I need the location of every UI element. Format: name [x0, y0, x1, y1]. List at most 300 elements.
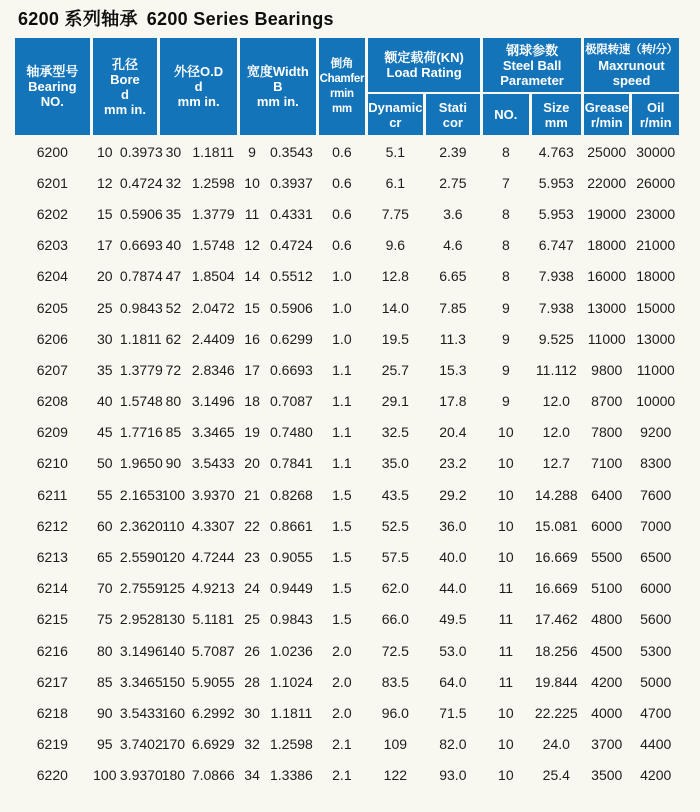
header-line: Bore	[110, 71, 140, 87]
table-cell-bearing_no: 6210	[36, 455, 68, 472]
table-cell-grease_r_min: 11000	[587, 330, 626, 347]
table-cell-oil_r_min: 18000	[636, 268, 676, 285]
table-cell-bore_in: 1.9650	[119, 455, 163, 472]
table-cell-bore_mm: 30	[97, 330, 113, 347]
table-cell-bore_mm: 25	[97, 299, 113, 316]
table-cell-grease_r_min: 16000	[587, 268, 627, 285]
table-cell-ball_size_mm: 17.462	[534, 611, 578, 628]
table-cell-dynamic_cr: 57.5	[381, 549, 409, 566]
table-cell-bearing_no: 6204	[36, 268, 68, 285]
col-header-width	[240, 38, 316, 135]
table-cell-width_in: 0.8661	[270, 517, 313, 534]
table-cell-ball_size_mm: 16.669	[534, 549, 578, 566]
table-cell-static_cor: 17.8	[439, 393, 467, 410]
table-cell-bore_mm: 15	[97, 205, 113, 222]
table-cell-bearing_no: 6213	[36, 549, 68, 566]
table-cell-chamfer_rmin_mm: 1.1	[332, 424, 352, 441]
table-cell-ball_size_mm: 25.4	[542, 767, 570, 784]
table-cell-oil_r_min: 6000	[640, 580, 672, 597]
table-cell-ball_size_mm: 7.938	[538, 268, 574, 285]
header-line: Size	[543, 99, 570, 115]
header-line: Oil	[647, 99, 665, 115]
col-header-bearing-no	[15, 38, 90, 135]
table-cell-od_mm: 100	[161, 486, 186, 503]
table-row	[15, 387, 679, 416]
table-row	[15, 698, 679, 727]
table-cell-od_in: 4.7244	[191, 549, 235, 566]
table-cell-bearing_no: 6203	[36, 237, 68, 254]
table-cell-bearing_no: 6212	[36, 517, 68, 534]
table-cell-width_mm: 34	[244, 767, 260, 784]
table-cell-bore_in: 0.7874	[119, 268, 163, 285]
table-cell-dynamic_cr: 6.1	[385, 174, 406, 191]
bearing-spec-table	[12, 36, 682, 792]
table-cell-bearing_no: 6211	[37, 486, 68, 503]
table-cell-bearing_no: 6219	[36, 736, 68, 753]
table-row	[15, 168, 679, 197]
table-cell-width_mm: 10	[244, 174, 260, 191]
table-cell-bore_mm: 10	[97, 143, 113, 160]
table-cell-dynamic_cr: 12.8	[381, 268, 409, 285]
table-cell-od_in: 1.1811	[192, 143, 235, 160]
table-cell-bore_in: 0.6693	[119, 237, 163, 254]
table-cell-ball_size_mm: 12.0	[542, 424, 570, 441]
table-cell-static_cor: 40.0	[439, 549, 467, 566]
table-cell-width_in: 0.6693	[270, 361, 313, 378]
table-cell-static_cor: 4.6	[443, 237, 463, 254]
table-cell-static_cor: 82.0	[439, 736, 467, 753]
table-row	[15, 761, 679, 790]
table-cell-ball_no: 9	[501, 299, 510, 316]
table-cell-od_in: 3.9370	[191, 486, 235, 503]
table-cell-static_cor: 20.4	[439, 424, 467, 441]
table-cell-od_in: 6.6929	[191, 736, 235, 753]
table-cell-bore_mm: 100	[93, 767, 117, 784]
table-cell-ball_no: 8	[501, 268, 510, 285]
header-line: rmin	[330, 87, 354, 100]
table-cell-width_in: 0.5512	[270, 268, 313, 285]
table-cell-grease_r_min: 4200	[591, 673, 623, 690]
table-cell-ball_size_mm: 15.081	[534, 517, 578, 534]
col-header-steel-ball	[483, 38, 581, 92]
table-cell-static_cor: 15.3	[439, 361, 467, 378]
table-cell-bore_mm: 55	[97, 486, 113, 503]
table-cell-bearing_no: 6215	[36, 611, 68, 628]
table-cell-od_in: 7.0866	[191, 767, 235, 784]
table-cell-grease_r_min: 6400	[591, 486, 623, 503]
table-cell-ball_size_mm: 16.669	[534, 580, 578, 597]
table-cell-ball_no: 10	[498, 736, 514, 753]
table-cell-bore_in: 2.7559	[119, 580, 163, 597]
header-line: 倒角	[330, 57, 354, 70]
table-cell-bearing_no: 6208	[36, 393, 68, 410]
table-cell-chamfer_rmin_mm: 1.0	[332, 330, 352, 347]
table-cell-width_in: 0.4724	[270, 237, 313, 254]
table-cell-oil_r_min: 4200	[640, 767, 672, 784]
table-cell-od_in: 2.8346	[191, 361, 235, 378]
table-row	[15, 324, 679, 353]
table-cell-ball_size_mm: 24.0	[542, 736, 570, 753]
table-cell-oil_r_min: 23000	[636, 205, 676, 222]
table-cell-od_mm: 85	[165, 424, 182, 441]
table-cell-bore_in: 1.7716	[119, 424, 163, 441]
table-cell-static_cor: 23.2	[439, 455, 467, 472]
table-cell-width_in: 1.1811	[270, 704, 313, 721]
table-cell-width_in: 1.3386	[270, 767, 313, 784]
header-line: r/min	[639, 114, 672, 130]
table-cell-ball_no: 10	[498, 704, 514, 721]
table-cell-oil_r_min: 6500	[640, 549, 672, 566]
table-row	[15, 480, 679, 509]
table-row	[15, 262, 679, 291]
table-cell-ball_no: 8	[501, 205, 510, 222]
table-cell-ball_no: 9	[501, 361, 510, 378]
table-cell-oil_r_min: 5300	[640, 642, 672, 659]
table-cell-width_in: 0.7841	[270, 455, 313, 472]
table-cell-ball_no: 10	[498, 424, 514, 441]
table-cell-chamfer_rmin_mm: 1.5	[332, 611, 352, 628]
table-cell-bore_mm: 12	[97, 174, 113, 191]
header-line: cr	[389, 114, 402, 130]
table-cell-ball_size_mm: 5.953	[538, 205, 574, 222]
table-cell-width_in: 0.3543	[270, 143, 313, 160]
page-title-en: 6200 Series Bearings	[146, 9, 334, 29]
table-cell-chamfer_rmin_mm: 0.6	[332, 143, 352, 160]
header-line: 极限转速（转/分）	[585, 43, 678, 56]
table-cell-width_mm: 14	[244, 268, 260, 285]
table-cell-od_mm: 150	[161, 673, 186, 690]
header-line: Stati	[438, 99, 467, 115]
table-cell-chamfer_rmin_mm: 1.5	[332, 517, 352, 534]
table-cell-bore_in: 0.4724	[119, 174, 163, 191]
table-cell-oil_r_min: 8300	[640, 455, 672, 472]
table-cell-width_in: 0.9449	[270, 580, 313, 597]
table-cell-width_in: 0.7087	[270, 393, 313, 410]
header-line: r/min	[590, 114, 623, 130]
table-cell-chamfer_rmin_mm: 0.6	[332, 205, 352, 222]
table-cell-bore_mm: 85	[97, 673, 113, 690]
table-cell-static_cor: 49.5	[439, 611, 467, 628]
table-cell-bore_in: 2.3620	[119, 517, 163, 534]
page-title	[18, 5, 685, 31]
table-cell-bearing_no: 6214	[36, 580, 68, 597]
table-cell-static_cor: 2.39	[439, 143, 467, 160]
table-row	[15, 574, 679, 603]
table-cell-od_in: 5.7087	[191, 642, 235, 659]
table-cell-width_in: 0.6299	[270, 330, 313, 347]
table-cell-ball_no: 11	[498, 642, 514, 659]
table-cell-chamfer_rmin_mm: 1.1	[332, 455, 352, 472]
table-cell-ball_size_mm: 7.938	[538, 299, 574, 316]
table-row	[15, 418, 679, 447]
table-cell-ball_no: 11	[498, 673, 514, 690]
header-line: Grease	[584, 99, 629, 115]
table-cell-ball_no: 10	[498, 517, 514, 534]
table-cell-chamfer_rmin_mm: 1.1	[332, 393, 352, 410]
header-line: mm	[331, 102, 352, 115]
table-cell-dynamic_cr: 25.7	[381, 361, 409, 378]
table-cell-ball_size_mm: 9.525	[538, 330, 574, 347]
table-cell-od_mm: 52	[165, 299, 182, 316]
table-cell-dynamic_cr: 5.1	[385, 143, 406, 160]
table-cell-bearing_no: 6206	[36, 330, 68, 347]
table-cell-width_mm: 9	[248, 143, 256, 160]
table-row	[15, 667, 679, 696]
table-cell-od_in: 4.3307	[191, 517, 235, 534]
table-cell-static_cor: 64.0	[439, 673, 467, 690]
table-cell-od_in: 1.5748	[191, 237, 235, 254]
table-cell-bearing_no: 6207	[36, 361, 68, 378]
table-cell-dynamic_cr: 35.0	[381, 455, 409, 472]
table-cell-chamfer_rmin_mm: 2.1	[332, 736, 352, 753]
table-cell-od_in: 2.0472	[191, 299, 235, 316]
table-cell-width_mm: 22	[244, 517, 260, 534]
table-cell-od_mm: 90	[165, 455, 182, 472]
table-row	[15, 605, 679, 634]
table-cell-dynamic_cr: 96.0	[381, 704, 409, 721]
table-cell-ball_no: 7	[501, 174, 510, 191]
table-cell-grease_r_min: 7800	[591, 424, 623, 441]
table-cell-chamfer_rmin_mm: 1.1	[332, 361, 352, 378]
header-line: speed	[612, 72, 651, 88]
table-cell-grease_r_min: 25000	[587, 143, 627, 160]
table-cell-grease_r_min: 22000	[587, 174, 627, 191]
table-cell-static_cor: 3.6	[443, 205, 463, 222]
subcol-header-static-cor	[426, 94, 481, 135]
header-line: B	[273, 79, 283, 94]
header-line: 额定载荷(KN)	[384, 50, 464, 65]
subcol-header-oil-speed	[632, 94, 679, 135]
table-cell-oil_r_min: 30000	[636, 143, 676, 160]
table-cell-ball_no: 10	[498, 549, 514, 566]
table-cell-ball_size_mm: 18.256	[534, 642, 578, 659]
table-cell-ball_size_mm: 12.0	[542, 393, 570, 410]
table-cell-ball_size_mm: 4.763	[538, 143, 574, 160]
table-cell-width_in: 1.2598	[270, 736, 313, 753]
table-cell-ball_no: 11	[498, 580, 514, 597]
table-cell-width_mm: 16	[244, 330, 260, 347]
table-cell-od_mm: 30	[165, 143, 182, 160]
table-cell-static_cor: 2.75	[439, 174, 467, 191]
table-cell-chamfer_rmin_mm: 1.5	[332, 549, 352, 566]
table-cell-od_mm: 125	[161, 580, 186, 597]
table-cell-chamfer_rmin_mm: 2.0	[332, 673, 352, 690]
col-header-load-rating	[368, 38, 480, 92]
table-row	[15, 636, 679, 665]
table-cell-oil_r_min: 5600	[640, 611, 672, 628]
table-cell-oil_r_min: 26000	[636, 174, 676, 191]
table-cell-od_in: 2.4409	[191, 330, 235, 347]
table-cell-width_mm: 25	[244, 611, 260, 628]
table-cell-ball_no: 11	[498, 611, 514, 628]
header-line: Steel Ball	[502, 57, 562, 73]
header-line: 宽度Width	[246, 64, 309, 79]
table-cell-bore_mm: 17	[97, 237, 113, 254]
header-line: mm	[544, 114, 568, 130]
table-cell-oil_r_min: 4400	[640, 736, 672, 753]
table-cell-ball_size_mm: 6.747	[538, 237, 574, 254]
header-line: 孔径	[111, 56, 138, 72]
table-cell-od_in: 3.5433	[191, 455, 235, 472]
table-cell-width_mm: 18	[244, 393, 260, 410]
table-cell-od_mm: 130	[161, 611, 186, 628]
table-cell-bore_in: 2.1653	[119, 486, 163, 503]
table-cell-width_in: 0.8268	[270, 486, 313, 503]
table-cell-od_mm: 32	[165, 174, 182, 191]
table-cell-grease_r_min: 3700	[591, 736, 623, 753]
table-cell-grease_r_min: 4800	[591, 611, 623, 628]
table-cell-grease_r_min: 6000	[591, 517, 623, 534]
table-cell-od_mm: 47	[165, 268, 182, 285]
table-cell-bore_in: 0.3973	[119, 143, 163, 160]
table-cell-static_cor: 29.2	[439, 486, 467, 503]
table-cell-bore_in: 0.5906	[119, 205, 163, 222]
header-line: Dynamic	[368, 99, 423, 115]
table-cell-width_mm: 21	[244, 486, 260, 503]
bearing-table-body	[15, 137, 679, 790]
table-cell-dynamic_cr: 43.5	[381, 486, 409, 503]
table-cell-bore_mm: 70	[97, 580, 113, 597]
table-row	[15, 449, 679, 478]
table-cell-bore_mm: 90	[97, 704, 113, 721]
table-cell-od_in: 4.9213	[191, 580, 235, 597]
table-cell-bore_in: 3.3465	[119, 673, 163, 690]
table-cell-static_cor: 11.3	[439, 330, 466, 347]
table-cell-dynamic_cr: 62.0	[381, 580, 409, 597]
table-row	[15, 293, 679, 322]
table-cell-grease_r_min: 8700	[591, 393, 623, 410]
table-row	[15, 199, 679, 228]
table-cell-grease_r_min: 9800	[591, 361, 623, 378]
subcol-header-dynamic-cr	[368, 94, 423, 135]
header-line: 钢球参数	[506, 42, 559, 58]
col-header-outer-diameter	[160, 38, 237, 135]
table-cell-oil_r_min: 5000	[640, 673, 672, 690]
table-cell-bearing_no: 6216	[36, 642, 68, 659]
table-cell-width_mm: 11	[244, 205, 260, 222]
table-cell-ball_no: 10	[498, 767, 514, 784]
table-row	[15, 542, 679, 571]
table-cell-od_in: 1.8504	[191, 268, 235, 285]
table-row	[15, 231, 679, 260]
header-line: d	[121, 86, 129, 102]
header-line: Parameter	[500, 72, 564, 88]
table-cell-ball_size_mm: 12.7	[542, 455, 570, 472]
table-cell-od_in: 5.9055	[191, 673, 235, 690]
table-cell-od_mm: 180	[161, 767, 186, 784]
table-cell-ball_size_mm: 5.953	[538, 174, 574, 191]
table-cell-static_cor: 36.0	[439, 517, 467, 534]
table-cell-od_in: 1.3779	[191, 205, 235, 222]
table-cell-bore_mm: 40	[97, 393, 113, 410]
table-cell-chamfer_rmin_mm: 0.6	[332, 174, 352, 191]
table-cell-bearing_no: 6220	[36, 767, 68, 784]
table-cell-width_in: 0.3937	[270, 174, 313, 191]
table-cell-bore_in: 2.5590	[119, 549, 163, 566]
table-header	[15, 38, 679, 135]
table-cell-static_cor: 93.0	[439, 767, 467, 784]
table-cell-bore_mm: 50	[97, 455, 113, 472]
table-cell-bore_mm: 20	[97, 268, 113, 285]
header-line: NO.	[494, 107, 518, 122]
table-cell-width_in: 0.9055	[270, 549, 313, 566]
table-cell-dynamic_cr: 72.5	[381, 642, 409, 659]
table-cell-chamfer_rmin_mm: 1.0	[332, 299, 352, 316]
table-cell-ball_size_mm: 22.225	[534, 704, 578, 721]
table-cell-od_in: 3.1496	[191, 393, 235, 410]
table-cell-bore_in: 1.1811	[119, 330, 162, 347]
col-header-max-speed	[584, 38, 679, 92]
table-cell-bore_mm: 80	[97, 642, 113, 659]
table-cell-chamfer_rmin_mm: 2.1	[332, 767, 352, 784]
table-row	[15, 355, 679, 384]
table-cell-grease_r_min: 5100	[591, 580, 623, 597]
table-cell-od_in: 3.3465	[191, 424, 235, 441]
header-line: Maxrunout	[598, 57, 665, 73]
table-cell-grease_r_min: 18000	[587, 237, 627, 254]
table-cell-grease_r_min: 5500	[591, 549, 623, 566]
page-title-zh: 6200 系列轴承	[18, 9, 138, 29]
table-cell-width_mm: 19	[244, 424, 260, 441]
table-cell-bore_mm: 60	[97, 517, 113, 534]
table-cell-oil_r_min: 9200	[640, 424, 672, 441]
table-cell-bearing_no: 6200	[36, 143, 68, 160]
subcol-header-ball-no	[483, 94, 528, 135]
table-cell-ball_size_mm: 14.288	[534, 486, 578, 503]
table-cell-dynamic_cr: 83.5	[381, 673, 409, 690]
table-cell-dynamic_cr: 14.0	[381, 299, 409, 316]
table-cell-od_in: 5.1181	[192, 611, 235, 628]
table-cell-width_mm: 20	[244, 455, 260, 472]
table-cell-dynamic_cr: 52.5	[381, 517, 409, 534]
table-cell-oil_r_min: 10000	[636, 393, 676, 410]
subcol-header-grease-speed	[584, 94, 629, 135]
table-cell-dynamic_cr: 7.75	[381, 205, 409, 222]
table-cell-chamfer_rmin_mm: 1.0	[332, 268, 352, 285]
table-cell-dynamic_cr: 29.1	[381, 393, 409, 410]
table-cell-od_mm: 110	[162, 517, 185, 534]
table-cell-width_mm: 30	[244, 704, 260, 721]
table-cell-grease_r_min: 7100	[591, 455, 623, 472]
table-cell-od_mm: 40	[165, 237, 182, 254]
table-cell-dynamic_cr: 109	[383, 736, 408, 753]
table-cell-oil_r_min: 21000	[636, 237, 676, 254]
header-line: Bearing	[28, 79, 77, 94]
table-cell-chamfer_rmin_mm: 2.0	[332, 642, 352, 659]
table-cell-width_in: 1.0236	[270, 642, 313, 659]
table-cell-ball_size_mm: 19.844	[534, 673, 578, 690]
table-cell-bearing_no: 6209	[36, 424, 68, 441]
table-cell-bearing_no: 6202	[36, 205, 68, 222]
table-cell-width_mm: 23	[244, 549, 260, 566]
table-cell-bearing_no: 6218	[36, 704, 68, 721]
table-cell-bearing_no: 6201	[36, 174, 68, 191]
table-cell-chamfer_rmin_mm: 1.5	[332, 486, 352, 503]
subcol-header-ball-size	[532, 94, 581, 135]
table-cell-grease_r_min: 3500	[591, 767, 623, 784]
header-line: NO.	[40, 94, 64, 109]
table-row	[15, 511, 679, 540]
table-cell-bore_in: 3.9370	[119, 767, 163, 784]
table-cell-ball_size_mm: 11.112	[535, 361, 577, 378]
table-cell-od_mm: 80	[165, 393, 182, 410]
table-cell-width_in: 0.7480	[270, 424, 313, 441]
table-cell-ball_no: 10	[498, 486, 514, 503]
table-cell-bore_mm: 65	[97, 549, 113, 566]
table-cell-dynamic_cr: 32.5	[381, 424, 409, 441]
table-cell-od_mm: 62	[165, 330, 182, 347]
table-cell-bore_in: 1.5748	[119, 393, 163, 410]
